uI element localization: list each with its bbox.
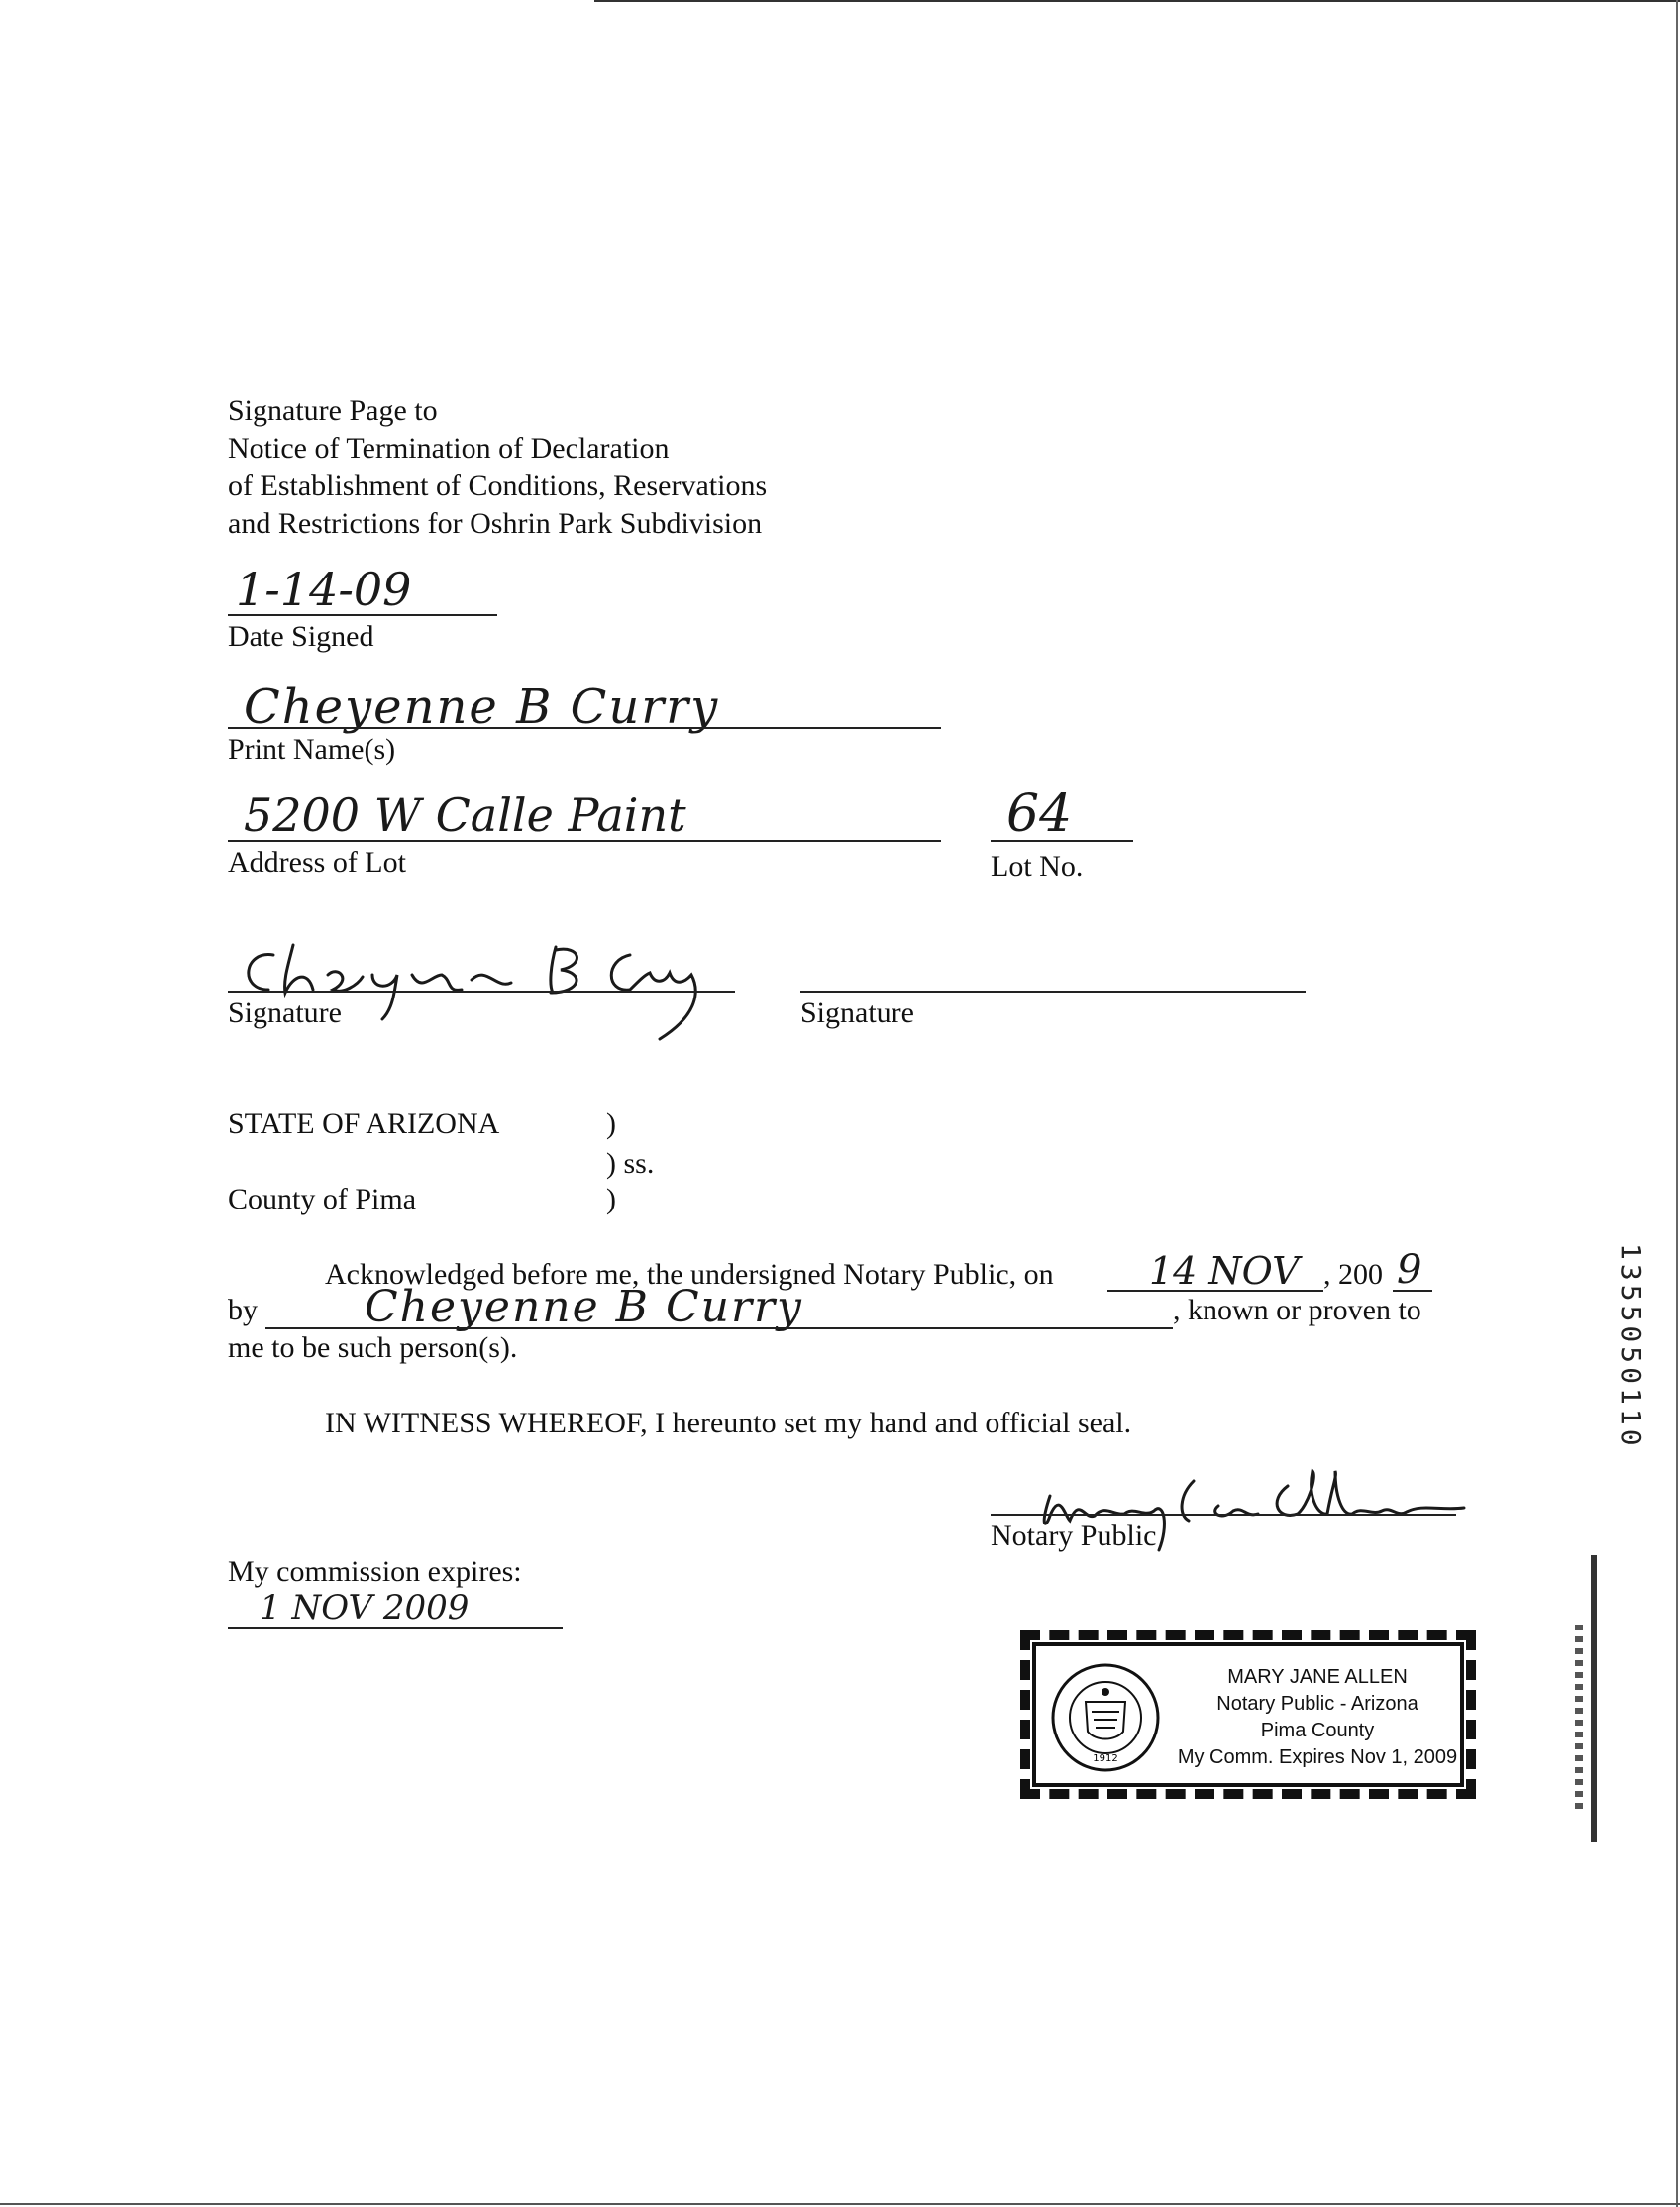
second-signature-line	[800, 991, 1306, 993]
seal-year: 1912	[1093, 1753, 1118, 1764]
notary-public-label: Notary Public	[991, 1520, 1157, 1552]
file-number: 1355050110	[1615, 1243, 1647, 1450]
ack-text: Acknowledged before me, the undersigned Notary Public, on	[325, 1258, 1054, 1291]
venue-state: STATE OF ARIZONA	[228, 1107, 500, 1140]
ack-date-line	[1107, 1290, 1323, 1292]
stamp-title: Notary Public - Arizona	[1216, 1693, 1418, 1715]
stamp-name: MARY JANE ALLEN	[1227, 1666, 1408, 1688]
ack-line-2: me to be such person(s).	[228, 1331, 518, 1364]
ack-year-line	[1393, 1290, 1432, 1292]
print-name-line	[228, 727, 941, 729]
commission-label: My commission expires:	[228, 1555, 522, 1588]
bottom-border-line	[0, 2203, 1680, 2205]
scan-edge-mark	[1591, 1555, 1597, 1842]
witness-text: IN WITNESS WHEREOF, I hereunto set my hand and official seal.	[325, 1407, 1132, 1439]
commission-line	[228, 1627, 563, 1629]
address-line	[228, 840, 941, 842]
lot-number-value: 64	[1006, 785, 1073, 844]
stamp-text-block	[1169, 1664, 1466, 1771]
lot-number-label: Lot No.	[991, 850, 1084, 883]
heading-line-2: Notice of Termination of Declaration	[228, 432, 670, 465]
scan-edge-noise	[1575, 1625, 1583, 1813]
address-value: 5200 W Calle Paint	[244, 788, 686, 842]
stamp-expires: My Comm. Expires Nov 1, 2009	[1177, 1746, 1458, 1768]
venue-paren-3: )	[606, 1183, 616, 1215]
ack-date-value: 14 NOV	[1149, 1249, 1300, 1293]
ack-year-digit: 9	[1397, 1247, 1422, 1293]
stamp-county: Pima County	[1260, 1720, 1375, 1741]
ack-by-value: Cheyenne B Curry	[365, 1282, 803, 1332]
state-seal-icon	[1050, 1662, 1161, 1773]
print-name-label: Print Name(s)	[228, 733, 396, 766]
address-label: Address of Lot	[228, 846, 406, 879]
venue-county: County of Pima	[228, 1183, 417, 1215]
ack-by-label: by	[228, 1294, 258, 1326]
heading-line-3: of Establishment of Conditions, Reservations	[228, 470, 768, 502]
notary-stamp	[1020, 1630, 1476, 1799]
second-signature-label: Signature	[800, 997, 914, 1029]
date-signed-line	[228, 614, 497, 616]
top-border-line	[594, 0, 1680, 2]
ack-known-text: , known or proven to	[1173, 1294, 1421, 1326]
heading-line-4: and Restrictions for Oshrin Park Subdivision	[228, 507, 763, 540]
lot-number-line	[991, 840, 1133, 842]
ack-year-prefix: , 200	[1323, 1258, 1383, 1291]
date-signed-value: 1-14-09	[236, 563, 412, 616]
venue-paren-ss: ) ss.	[606, 1147, 655, 1180]
notary-signature-line	[991, 1514, 1456, 1516]
date-signed-label: Date Signed	[228, 620, 374, 653]
venue-paren-1: )	[606, 1107, 616, 1140]
right-border-line	[1676, 0, 1678, 2207]
owner-signature-label: Signature	[228, 997, 342, 1029]
commission-value: 1 NOV 2009	[260, 1588, 470, 1628]
ack-by-line	[265, 1327, 1173, 1329]
print-name-value: Cheyenne B Curry	[244, 680, 720, 735]
document-heading	[228, 392, 767, 543]
heading-line-1: Signature Page to	[228, 394, 438, 427]
owner-signature-line	[228, 991, 735, 993]
